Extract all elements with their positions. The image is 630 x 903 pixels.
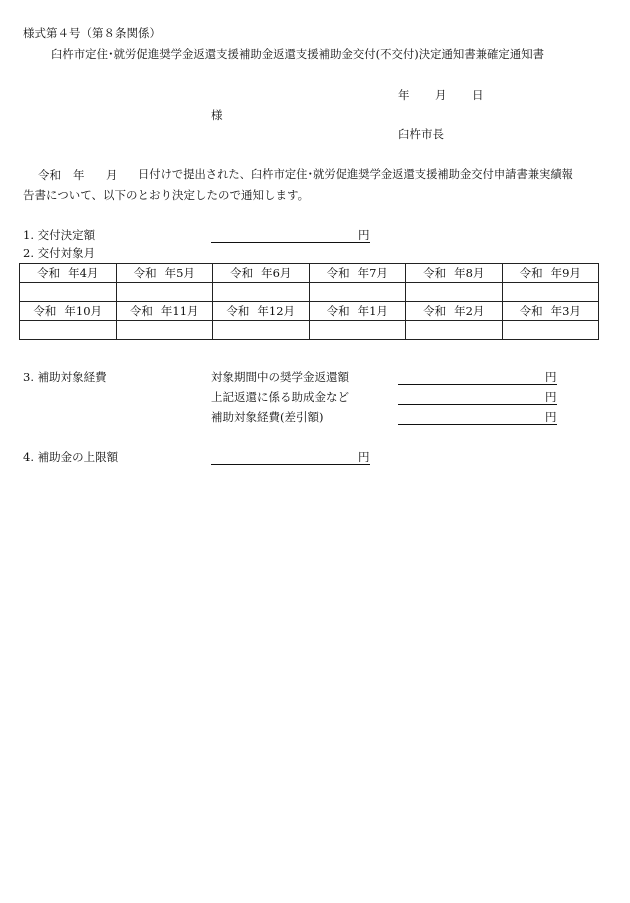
entry-cell[interactable] bbox=[406, 321, 503, 340]
form-number: 様式第４号（第８条関係） bbox=[23, 26, 161, 40]
body-month: 月 bbox=[106, 168, 118, 182]
month-cell: 令和 年4月 bbox=[20, 264, 117, 283]
month-cell: 令和 年12月 bbox=[213, 302, 310, 321]
month-cell: 令和 年7月 bbox=[309, 264, 406, 283]
body-line2: 告書について、以下のとおり決定したので通知します。 bbox=[23, 188, 310, 202]
body-year: 年 bbox=[73, 168, 85, 182]
expense-amount-line bbox=[398, 410, 545, 425]
month-cell: 令和 年6月 bbox=[213, 264, 310, 283]
entry-cell[interactable] bbox=[116, 283, 213, 302]
document-title: 臼杵市定住･就労促進奨学金返還支援補助金返還支援補助金交付(不交付)決定通知書兼確定通知書 bbox=[51, 47, 544, 61]
entry-cell[interactable] bbox=[116, 321, 213, 340]
months-entry-row-1 bbox=[20, 283, 599, 302]
entry-cell[interactable] bbox=[213, 283, 310, 302]
expense-amount-line bbox=[398, 370, 545, 385]
expense-unit: 円 bbox=[545, 390, 557, 404]
section4-unit: 円 bbox=[358, 450, 370, 464]
section1-amount-line bbox=[211, 228, 358, 243]
date-year-label: 年 bbox=[398, 88, 410, 102]
section4-amount-line bbox=[211, 450, 358, 465]
month-cell: 令和 年8月 bbox=[406, 264, 503, 283]
date-month-label: 月 bbox=[435, 88, 447, 102]
entry-cell[interactable] bbox=[20, 283, 117, 302]
issuer-name: 臼杵市長 bbox=[398, 127, 444, 141]
entry-cell[interactable] bbox=[502, 283, 599, 302]
expense-amount-line bbox=[398, 390, 545, 405]
month-cell: 令和 年5月 bbox=[116, 264, 213, 283]
expense-unit: 円 bbox=[545, 370, 557, 384]
months-entry-row-2 bbox=[20, 321, 599, 340]
entry-cell[interactable] bbox=[406, 283, 503, 302]
month-cell: 令和 年2月 bbox=[406, 302, 503, 321]
section3-label: 3. 補助対象経費 bbox=[23, 370, 107, 384]
entry-cell[interactable] bbox=[20, 321, 117, 340]
months-row-1 bbox=[20, 264, 599, 283]
expense-item-label: 上記返還に係る助成金など bbox=[211, 390, 349, 404]
expense-item-label: 対象期間中の奨学金返還額 bbox=[211, 370, 349, 384]
months-row-2 bbox=[20, 302, 599, 321]
entry-cell[interactable] bbox=[502, 321, 599, 340]
date-day-label: 日 bbox=[472, 88, 484, 102]
month-cell: 令和 年1月 bbox=[309, 302, 406, 321]
section1-label: 1. 交付決定額 bbox=[23, 228, 96, 242]
body-day-text: 日付けで提出された、臼杵市定住･就労促進奨学金返還支援補助金交付申請書兼実績報 bbox=[138, 168, 573, 181]
recipient-honorific: 様 bbox=[211, 108, 223, 122]
section2-label: 2. 交付対象月 bbox=[23, 246, 96, 260]
month-cell: 令和 年11月 bbox=[116, 302, 213, 321]
expense-item-label: 補助対象経費(差引額) bbox=[211, 410, 324, 424]
section1-unit: 円 bbox=[358, 228, 370, 242]
entry-cell[interactable] bbox=[309, 283, 406, 302]
entry-cell[interactable] bbox=[309, 321, 406, 340]
section4-label: 4. 補助金の上限額 bbox=[23, 450, 119, 464]
month-cell: 令和 年9月 bbox=[502, 264, 599, 283]
expense-unit: 円 bbox=[545, 410, 557, 424]
target-months-table bbox=[19, 263, 599, 340]
body-era: 令和 bbox=[38, 168, 61, 182]
entry-cell[interactable] bbox=[213, 321, 310, 340]
month-cell: 令和 年10月 bbox=[20, 302, 117, 321]
month-cell: 令和 年3月 bbox=[502, 302, 599, 321]
